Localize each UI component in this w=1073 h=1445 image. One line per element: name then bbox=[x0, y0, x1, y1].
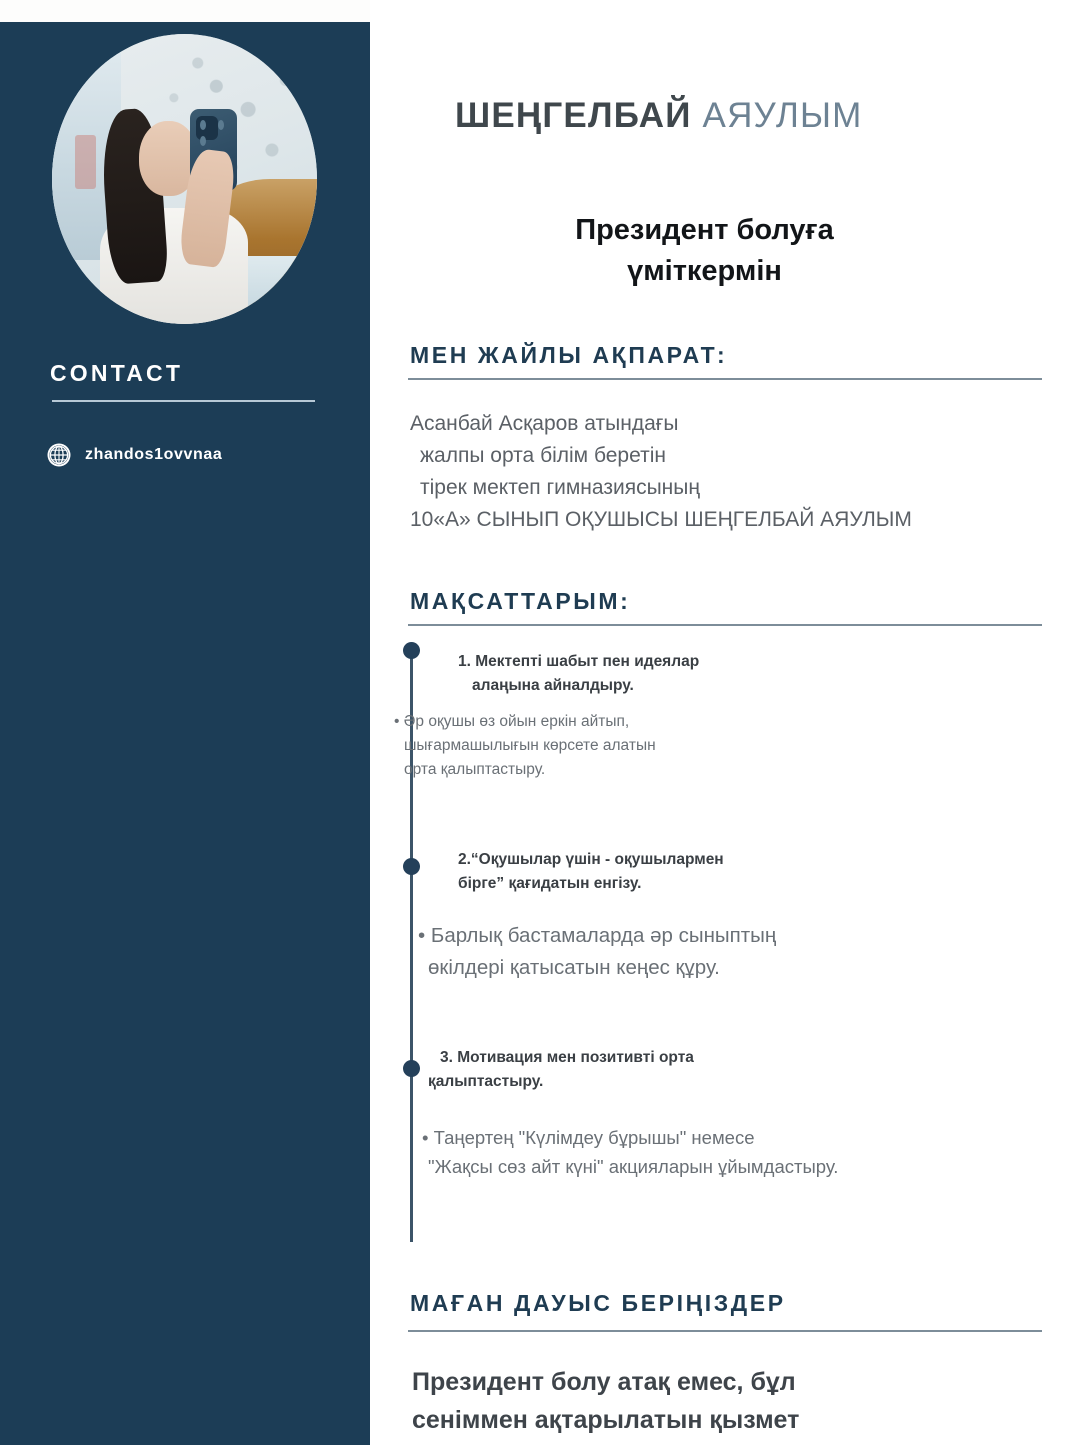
contact-handle-label: zhandos1ovvnaa bbox=[85, 446, 223, 463]
vote-line-2: сеніммен ақтарылатын қызмет bbox=[412, 1406, 800, 1434]
name-last: ШЕҢГЕЛБАЙ bbox=[455, 96, 692, 135]
goal-3-sub-line-1: • Таңертең "Күлімдеу бұрышы" немесе bbox=[422, 1127, 755, 1148]
about-body bbox=[410, 408, 1050, 536]
goal-3-sub-line-2: "Жақсы сөз айт күні" акцияларын ұйымдастыру. bbox=[428, 1155, 839, 1177]
goal-1-sub-line-3: орта қалыптастыру. bbox=[404, 761, 546, 779]
goal-1-title bbox=[458, 650, 788, 697]
avatar bbox=[52, 34, 317, 324]
vote-heading: МАҒАН ДАУЫС БЕРІҢІЗДЕР bbox=[410, 1290, 786, 1316]
goal-1-sub-line-1: • Әр оқушы өз ойын еркін айтып, bbox=[394, 713, 630, 730]
subtitle bbox=[370, 210, 1073, 292]
name-first: АЯУЛЫМ bbox=[702, 96, 863, 135]
goal-2-title-line-1: 2.“Оқушылар үшін - оқушылармен bbox=[458, 851, 724, 868]
main-content bbox=[370, 0, 1073, 1445]
goal-1-sub bbox=[394, 710, 754, 782]
goal-1-title-line-1: 1. Мектепті шабыт пен идеялар bbox=[458, 653, 700, 670]
goals-heading: МАҚСАТТАРЫМ: bbox=[410, 588, 631, 614]
goal-2-sub bbox=[418, 920, 838, 984]
goal-2-title bbox=[458, 848, 788, 895]
timeline-dot-3 bbox=[403, 1060, 420, 1077]
goal-2-sub-line-1: • Барлық бастамаларда әр сыныптың bbox=[418, 924, 777, 947]
about-line-1: Асанбай Асқаров атындағы bbox=[410, 412, 679, 435]
vote-body bbox=[412, 1363, 1052, 1439]
subtitle-line-2: үміткермін bbox=[627, 255, 782, 288]
about-line-4: 10«А» СЫНЫП ОҚУШЫСЫ ШЕҢГЕЛБАЙ АЯУЛЫМ bbox=[410, 507, 912, 531]
goal-3-title-line-1: 3. Мотивация мен позитивті орта bbox=[440, 1049, 694, 1066]
subtitle-line-1: Президент болуға bbox=[575, 214, 834, 246]
about-line-2: жалпы орта білім беретін bbox=[420, 443, 666, 467]
globe-icon bbox=[46, 442, 72, 468]
sidebar bbox=[0, 22, 370, 1445]
contact-divider bbox=[52, 400, 315, 402]
about-heading: МЕН ЖАЙЛЫ АҚПАРАТ: bbox=[410, 342, 728, 368]
goal-1-title-line-2: алаңына айналдыру. bbox=[472, 676, 634, 694]
timeline-dot-1 bbox=[403, 642, 420, 659]
about-divider bbox=[408, 378, 1042, 380]
contact-heading: CONTACT bbox=[50, 360, 184, 386]
goal-3-title bbox=[428, 1046, 780, 1093]
vote-divider bbox=[408, 1330, 1042, 1332]
about-line-3: тірек мектеп гимназиясының bbox=[420, 475, 700, 499]
goals-divider bbox=[408, 624, 1042, 626]
goal-1-sub-line-2: шығармашылығын көрсете алатын bbox=[404, 737, 656, 755]
avatar-photo bbox=[52, 34, 317, 324]
page-title bbox=[455, 96, 863, 136]
goal-3-sub bbox=[422, 1124, 892, 1181]
goal-2-title-line-2: бірге” қағидатын енгізу. bbox=[458, 874, 642, 892]
goal-2-sub-line-2: өкілдері қатысатын кеңес құру. bbox=[428, 955, 720, 979]
timeline-dot-2 bbox=[403, 858, 420, 875]
goal-3-title-line-2: қалыптастыру. bbox=[428, 1072, 544, 1090]
vote-line-1: Президент болу атақ емес, бұл bbox=[412, 1368, 796, 1396]
contact-item-handle[interactable] bbox=[46, 442, 222, 468]
